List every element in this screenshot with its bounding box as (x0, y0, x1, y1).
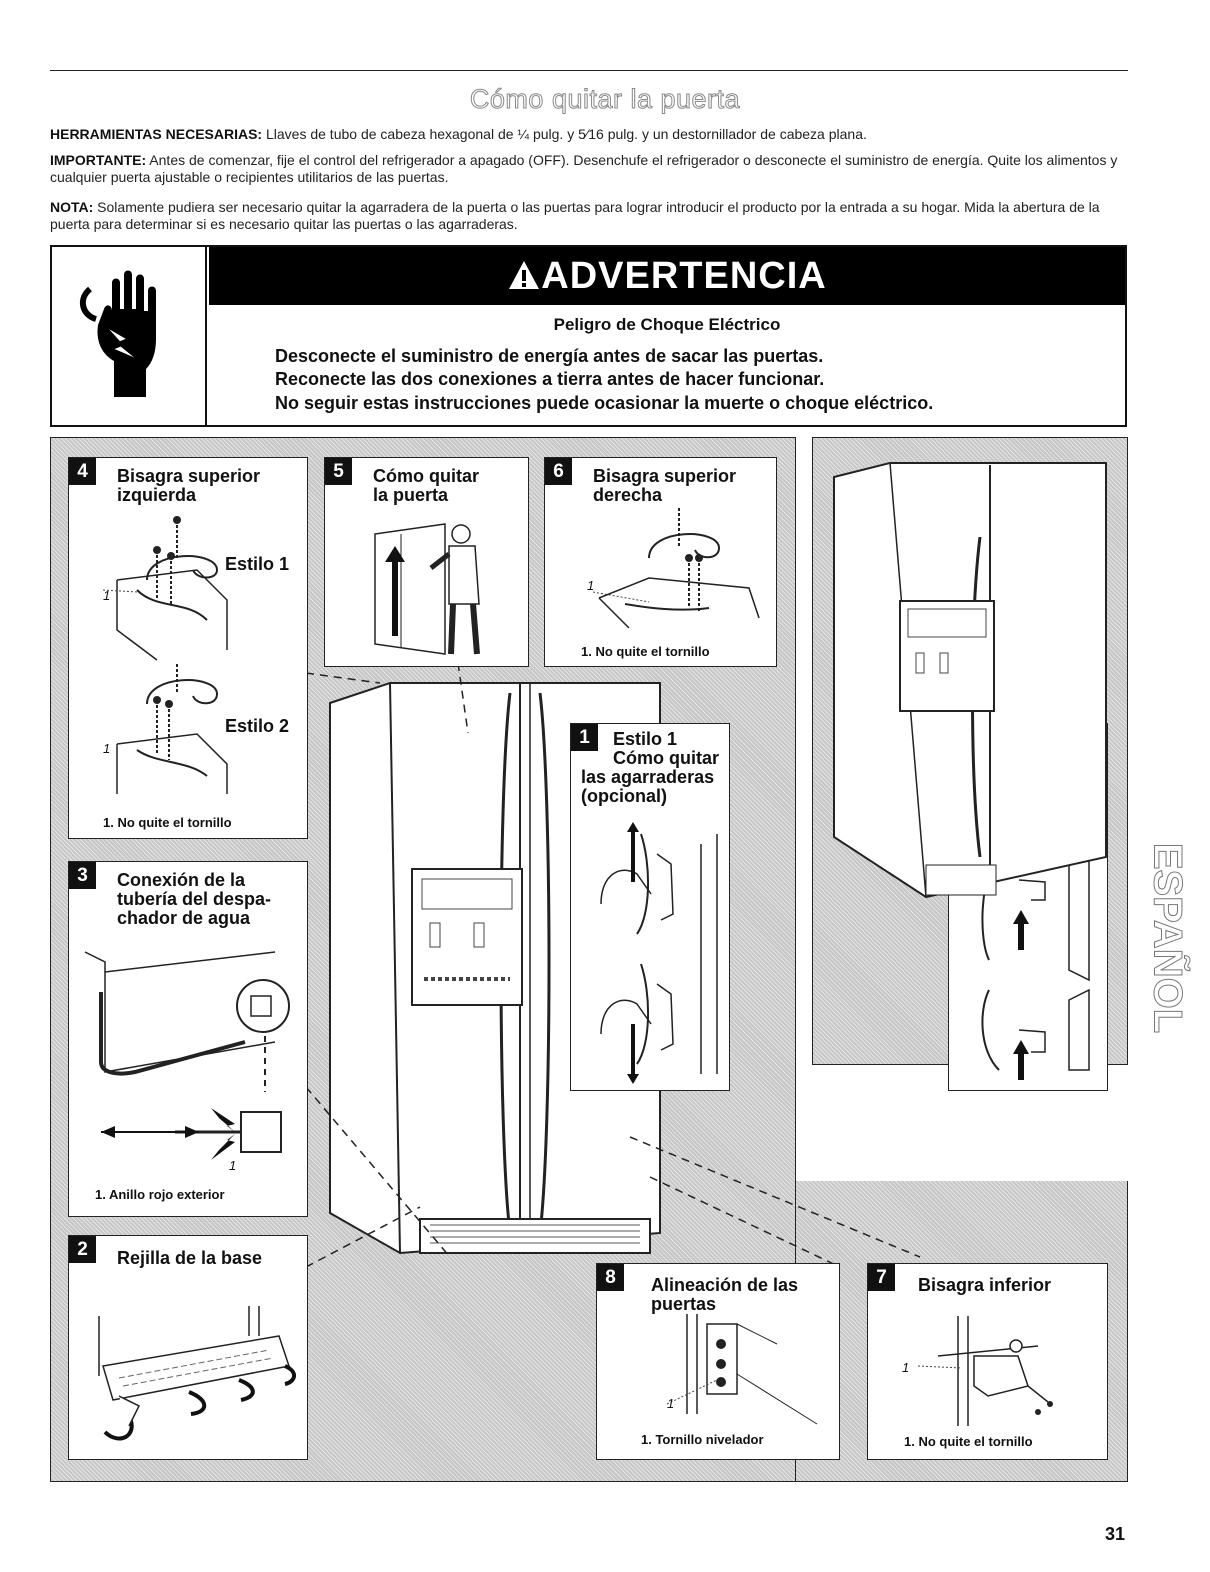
panel-6-title-line-2: derecha (593, 485, 663, 505)
door-alignment-illustration (657, 1314, 827, 1424)
panel-3-title-line-1: Conexión de la (117, 870, 246, 890)
warning-triangle-icon (507, 259, 541, 291)
panel-7-title: Bisagra inferior (918, 1275, 1052, 1295)
warning-box (50, 245, 1127, 427)
up-arrow-icon (1013, 910, 1029, 950)
panel-step-6 (544, 457, 777, 667)
panel-1a-title-line-3: las agarraderas (581, 767, 715, 787)
panel-step-8 (596, 1263, 840, 1460)
panel-1a-title-line-1: Estilo 1 (613, 729, 678, 749)
panel-6-callout-1: 1 (587, 578, 595, 593)
panel-3-title-line-3: chador de agua (117, 908, 251, 928)
step-badge-5: 5 (325, 458, 352, 485)
step-badge-3: 3 (69, 862, 96, 889)
up-arrow-icon (627, 822, 639, 882)
water-tube-connection-illustration (75, 932, 301, 1182)
panel-4-title-line-2: izquierda (117, 485, 197, 505)
step-badge-1a: 1 (571, 724, 598, 751)
panel-3-caption: 1. Anillo rojo exterior (95, 1187, 225, 1202)
warning-line-1: Desconecte el suministro de energía antes de sacar las puertas. (275, 346, 824, 366)
intro-note (50, 199, 1130, 233)
page-number: 31 (1104, 1524, 1125, 1544)
base-grille-illustration (89, 1296, 299, 1446)
tools-text: Llaves de tubo de cabeza hexagonal de ¼ pulg. y 5⁄16 pulg. y un destornillador de cabeza plana. (262, 126, 867, 142)
down-arrow-icon (627, 1024, 639, 1084)
warning-subtitle: Peligro de Choque Eléctrico (553, 315, 781, 334)
important-text: Antes de comenzar, fije el control del refrigerador a apagado (OFF). Desenchufe el refrigerador o desconecte el suministro de energía. Quite los alimentos y cualquier puerta ajustable o recipientes utilitarios de las puertas. (50, 152, 1118, 185)
panel-8-title-line-1: Alineación de las (651, 1275, 799, 1295)
panel-3-callout-1: 1 (229, 1158, 237, 1173)
step-badge-7: 7 (868, 1264, 895, 1291)
language-side-tab (1145, 818, 1190, 1058)
bottom-hinge-illustration (918, 1316, 1098, 1426)
panel-1a-title-line-4: (opcional) (581, 786, 667, 806)
intro-tools (50, 126, 1130, 143)
panel-step-5 (324, 457, 529, 667)
side-tab-text: ESPAÑOL (1145, 842, 1190, 1034)
warning-icon-cell (52, 247, 207, 425)
panel-5-title-line-1: Cómo quitar (373, 466, 479, 486)
electric-shock-hand-icon (74, 269, 186, 399)
panel-step-3 (68, 861, 308, 1217)
important-label: IMPORTANTE: (50, 152, 147, 168)
panel-2-title: Rejilla de la base (117, 1248, 263, 1268)
up-arrow-icon (385, 546, 405, 636)
warning-banner-text: ADVERTENCIA (541, 255, 827, 297)
panel-7-callout-1: 1 (902, 1360, 910, 1375)
step-badge-8: 8 (597, 1264, 624, 1291)
page-title: Cómo quitar la puerta (469, 84, 741, 114)
panel-step-7 (867, 1263, 1108, 1460)
panel-8-callout-1: 1 (667, 1396, 675, 1411)
step-badge-4: 4 (69, 458, 96, 485)
right-top-hinge-illustration (589, 508, 769, 638)
warning-line-2: Reconecte las dos conexiones a tierra antes de hacer funcionar. (275, 369, 825, 389)
panel-6-title-line-1: Bisagra superior (593, 466, 737, 486)
note-text: Solamente pudiera ser necesario quitar la agarradera de la puerta o las puertas para lograr introducir el producto por la entrada a su hogar. Mida la abertura de la puerta para determinar si es necesario quitar las puertas o las agarraderas. (50, 199, 1100, 232)
panel-4-title-line-1: Bisagra superior (117, 466, 261, 486)
warning-banner (209, 247, 1125, 305)
panel-step-2 (68, 1235, 308, 1460)
intro-important (50, 152, 1130, 186)
panel-3-title-line-2: tubería del despa- (117, 889, 272, 909)
panel-5-title-line-2: la puerta (373, 485, 449, 505)
panel-8-caption: 1. Tornillo nivelador (641, 1432, 764, 1447)
step-badge-2: 2 (69, 1236, 96, 1263)
tools-label: HERRAMIENTAS NECESARIAS: (50, 126, 263, 142)
refrigerator-open-illustration (830, 457, 1122, 897)
handle-removal-style-1-illustration (581, 824, 727, 1084)
top-rule (50, 70, 1128, 71)
panel-8-title-line-2: puertas (651, 1294, 717, 1314)
disassembly-diagram (50, 437, 1128, 1482)
panel-4-style-1-label: Estilo 1 (225, 554, 290, 574)
up-arrow-icon (1013, 1040, 1029, 1080)
panel-step-4 (68, 457, 308, 839)
panel-step-1-style-1 (570, 723, 730, 1091)
panel-4-style-2-label: Estilo 2 (225, 716, 290, 736)
warning-line-3: No seguir estas instrucciones puede ocasionar la muerte o choque eléctrico. (275, 393, 934, 413)
step-badge-6: 6 (545, 458, 572, 485)
panel-4-caption: 1. No quite el tornillo (103, 815, 232, 830)
panel-4-callout-1: 1 (103, 588, 111, 603)
note-label: NOTA: (50, 199, 94, 215)
panel-4-callout-1b: 1 (103, 741, 111, 756)
panel-6-caption: 1. No quite el tornillo (581, 644, 710, 659)
left-top-hinge-style-1-illustration (97, 510, 247, 660)
panel-7-caption: 1. No quite el tornillo (904, 1434, 1033, 1449)
panel-1a-title-line-2: Cómo quitar (613, 748, 719, 768)
